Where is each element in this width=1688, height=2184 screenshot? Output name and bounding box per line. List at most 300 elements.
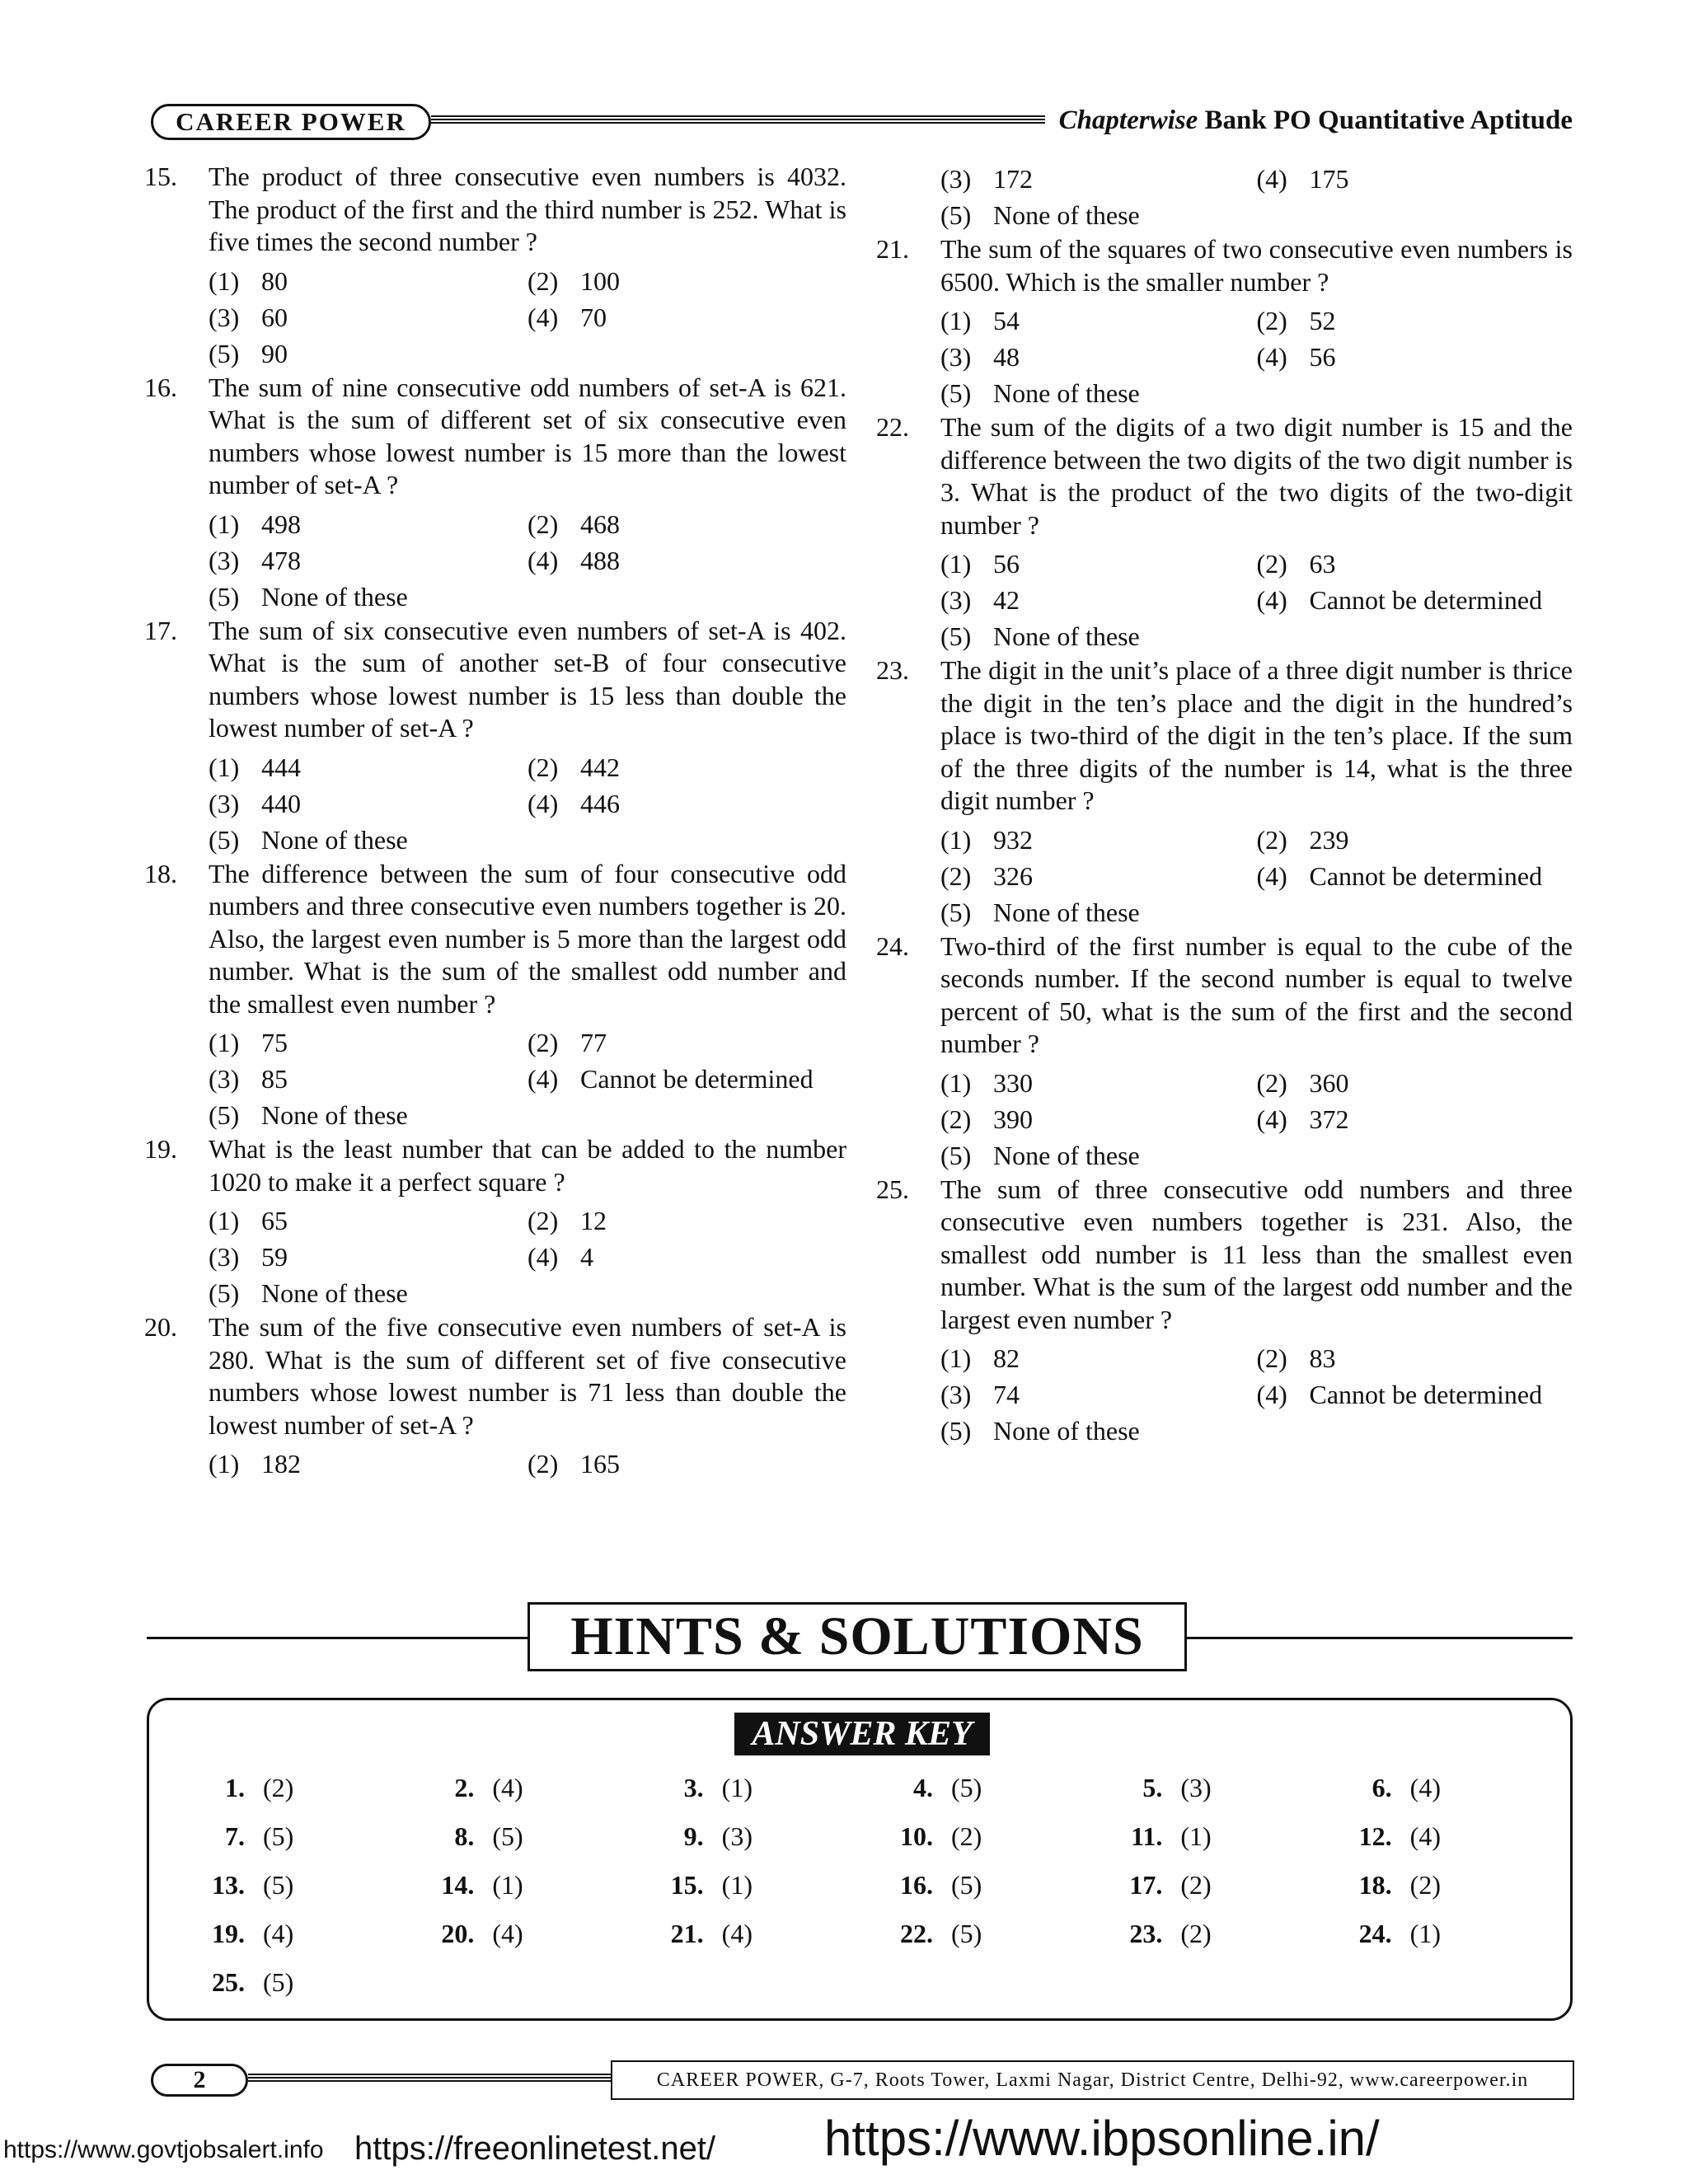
answer-key-item: [1312, 1764, 1541, 1812]
option-number: (2): [528, 1449, 559, 1479]
question-number: 17.: [144, 615, 177, 645]
answer-option: (2): [951, 1821, 982, 1851]
answer-question-number: 16.: [900, 1870, 933, 1900]
option-value: None of these: [993, 1140, 1140, 1170]
question-number: 16.: [144, 372, 177, 402]
option-number: (5): [940, 378, 972, 408]
option-number: (3): [940, 585, 972, 615]
option-value: 330: [993, 1067, 1033, 1098]
option-value: 56: [1309, 342, 1336, 372]
answer-option: (2): [263, 1773, 294, 1802]
answer-question-number: 12.: [1358, 1821, 1392, 1851]
answer-key-item: [1312, 1861, 1541, 1910]
option-number: (1): [940, 306, 972, 335]
answer-option: (4): [721, 1919, 753, 1948]
option-number: (3): [209, 1064, 240, 1094]
answer-option: (3): [721, 1821, 753, 1851]
option-number: (1): [209, 509, 240, 539]
option-value: 440: [261, 788, 301, 818]
answer-key-item: [853, 1861, 1082, 1910]
option-value: Cannot be determined: [1309, 585, 1543, 615]
answer-option: (5): [951, 1870, 982, 1900]
option-value: 70: [580, 302, 607, 332]
question-text: The product of three consecutive even numbers is 4032. The product of the first and the third number is 252. What is five times the second number ?: [209, 162, 846, 256]
option-value: 372: [1309, 1104, 1349, 1134]
answer-question-number: 9.: [683, 1821, 704, 1851]
option: [209, 263, 528, 299]
option: [528, 749, 846, 785]
option-number: (3): [209, 545, 240, 575]
option: [940, 582, 1257, 618]
option-number: (4): [528, 302, 559, 332]
option-number: (2): [1256, 549, 1287, 579]
answer-question-number: 24.: [1358, 1919, 1392, 1948]
option: [209, 335, 846, 372]
option-value: 60: [261, 302, 288, 332]
option: [1257, 339, 1573, 375]
option: [1257, 858, 1573, 894]
option-number: (2): [528, 509, 559, 539]
answer-question-number: 11.: [1131, 1821, 1163, 1851]
options: [209, 1202, 846, 1311]
question-text: The sum of six consecutive even numbers of set-A is 402. What is the sum of another set-B of four consecutive numbers whose lowest number is 15 less than double the lowest number of set-A ?: [209, 615, 846, 743]
option-value: 468: [580, 509, 620, 539]
option-number: (3): [940, 342, 972, 372]
options: [940, 302, 1573, 411]
option: [528, 1202, 846, 1239]
option-number: (4): [1256, 1104, 1287, 1134]
option-value: None of these: [993, 621, 1140, 651]
option-value: 83: [1309, 1343, 1336, 1373]
answer-question-number: 23.: [1129, 1919, 1163, 1948]
answer-option: (5): [951, 1773, 982, 1802]
answer-option: (2): [1180, 1870, 1212, 1900]
answer-key-item: [394, 1812, 623, 1861]
option-number: (5): [209, 338, 240, 368]
option-number: (1): [209, 265, 240, 296]
option: [528, 1061, 846, 1097]
option: [528, 542, 846, 579]
solutions-rule-left: [147, 1637, 530, 1639]
answer-option: (1): [492, 1870, 523, 1900]
option-value: 65: [261, 1206, 288, 1235]
watermark-url-govtjobsalert[interactable]: https://www.govtjobsalert.info: [3, 2136, 324, 2163]
answer-key-item: [394, 1910, 623, 1958]
option-number: (2): [528, 1206, 559, 1235]
option: [209, 1202, 528, 1239]
question-20: [144, 1311, 846, 1482]
option-value: 932: [993, 824, 1033, 855]
option-number: (4): [528, 545, 559, 575]
option: [528, 785, 846, 822]
option-number: (2): [528, 265, 559, 296]
option-number: (1): [209, 1449, 240, 1479]
option: [940, 339, 1257, 375]
answer-question-number: 8.: [454, 1821, 475, 1851]
option: [209, 1239, 528, 1275]
answer-key-item: [1082, 1910, 1311, 1958]
answer-key-item: [394, 1764, 623, 1812]
option-number: (4): [528, 1064, 559, 1094]
page-number: 2: [151, 2064, 248, 2097]
book-title: [1059, 105, 1573, 136]
footer-address: CAREER POWER, G-7, Roots Tower, Laxmi Nagar, District Centre, Delhi-92, www.careerpower.in: [611, 2060, 1574, 2100]
option-number: (3): [940, 1380, 972, 1409]
option-number: (4): [1256, 585, 1287, 615]
option: [528, 1024, 846, 1061]
option-number: (2): [1256, 824, 1287, 855]
answer-question-number: 25.: [212, 1967, 245, 1997]
watermark-url-ibpsonline[interactable]: https://www.ibpsonline.in/: [824, 2111, 1380, 2166]
option-number: (3): [940, 164, 972, 194]
answer-key-item: [394, 1861, 623, 1910]
option-number: (4): [1256, 342, 1287, 372]
left-question-column: [144, 161, 846, 1482]
option-number: (3): [209, 1242, 240, 1272]
option: [528, 1446, 846, 1482]
option: [528, 263, 846, 299]
option-value: 390: [993, 1104, 1033, 1134]
question-21: [876, 233, 1573, 411]
answer-key-item: [624, 1764, 853, 1812]
option: [940, 1413, 1573, 1449]
question-number: 19.: [144, 1134, 177, 1164]
options: [209, 506, 846, 615]
option: [209, 1024, 528, 1061]
answer-question-number: 2.: [454, 1773, 475, 1802]
answer-key-item: [624, 1910, 853, 1958]
answer-key-item: [1082, 1861, 1311, 1910]
answer-option: (5): [263, 1870, 294, 1900]
option-number: (3): [209, 302, 240, 332]
option-value: 42: [993, 585, 1020, 615]
option-number: (5): [940, 200, 972, 230]
option-value: Cannot be determined: [1309, 860, 1543, 891]
option-number: (2): [1256, 1067, 1287, 1098]
question-text: What is the least number that can be added to the number 1020 to make it a perfect square ?: [209, 1134, 846, 1197]
option-value: 175: [1309, 164, 1349, 194]
option-value: 74: [993, 1380, 1020, 1409]
solutions-heading: HINTS & SOLUTIONS: [528, 1602, 1187, 1671]
option-value: 444: [261, 752, 301, 782]
options: [940, 1340, 1573, 1449]
option: [1257, 302, 1573, 339]
option-number: (5): [940, 897, 972, 927]
option-value: 59: [261, 1242, 288, 1272]
option: [1257, 1065, 1573, 1101]
question-number: 24.: [876, 930, 909, 961]
option: [940, 618, 1573, 654]
question-text: The sum of the digits of a two digit number is 15 and the difference between the two digits of the two digit number is 3. What is the product of the two digits of the two-digit number ?: [940, 412, 1573, 540]
right-question-column: [876, 161, 1573, 1449]
option-value: Cannot be determined: [580, 1064, 814, 1094]
option: [940, 858, 1257, 894]
question-text: The difference between the sum of four consecutive odd numbers and three consecutive even numbers together is 20. Also, the largest even number is 5 more than the largest odd number. What is the sum of the smallest odd number and the smallest even number ?: [209, 858, 846, 1019]
option: [209, 579, 846, 615]
option: [1257, 1376, 1573, 1413]
option-number: (4): [528, 788, 559, 818]
answer-key-item: [165, 1812, 394, 1861]
option: [1257, 161, 1573, 197]
option: [209, 1275, 846, 1311]
answer-option: (2): [1180, 1919, 1212, 1948]
answer-key-item: [624, 1861, 853, 1910]
question-23: [876, 654, 1573, 930]
answer-option: (4): [263, 1919, 294, 1948]
option-value: 239: [1309, 824, 1349, 855]
answer-key-item: [165, 1958, 394, 2007]
answer-key-item: [165, 1910, 394, 1958]
option: [1257, 1101, 1573, 1137]
question-18: [144, 858, 846, 1134]
option: [209, 822, 846, 858]
answer-key-item: [853, 1812, 1082, 1861]
book-title-italic: Chapterwise: [1058, 105, 1198, 135]
option-value: 63: [1309, 549, 1336, 579]
answer-option: (4): [1409, 1773, 1441, 1802]
option-value: 100: [580, 265, 620, 296]
answer-question-number: 6.: [1372, 1773, 1392, 1802]
question-text: Two-third of the first number is equal to the cube of the seconds number. If the second number is equal to twelve percent of 50, what is the sum of the first and the second number ?: [940, 930, 1573, 1058]
answer-question-number: 3.: [683, 1773, 704, 1802]
watermark-url-freeonlinetest[interactable]: https://freeonlinetest.net/: [354, 2130, 716, 2167]
option: [940, 1101, 1257, 1137]
option-number: (5): [209, 1100, 240, 1130]
question-text: The sum of nine consecutive odd numbers of set-A is 621. What is the sum of different set of six consecutive even numbers whose lowest number is 15 more than the lowest number of set-A ?: [209, 372, 846, 499]
footer-rule: [248, 2074, 611, 2082]
answer-option: (5): [492, 1821, 523, 1851]
answer-question-number: 18.: [1358, 1870, 1392, 1900]
option-value: 77: [580, 1028, 607, 1057]
question-text: The sum of the squares of two consecutive even numbers is 6500. Which is the smaller number ?: [940, 234, 1573, 297]
options: [940, 1065, 1573, 1174]
option-value: None of these: [993, 200, 1140, 230]
option: [940, 1137, 1573, 1174]
option-value: 90: [261, 338, 288, 368]
option-value: 82: [993, 1343, 1020, 1373]
option-value: 52: [1309, 306, 1336, 335]
question-25: [876, 1174, 1573, 1450]
option: [940, 161, 1257, 197]
option: [1257, 822, 1573, 858]
question-number: 23.: [876, 655, 909, 685]
answer-key-title: ANSWER KEY: [734, 1713, 990, 1755]
question-17: [144, 615, 846, 858]
option: [940, 894, 1573, 930]
option-value: 442: [580, 752, 620, 782]
option: [940, 197, 1573, 233]
question-number: 22.: [876, 412, 909, 442]
option-value: None of these: [993, 897, 1140, 927]
question-number: 25.: [876, 1174, 909, 1204]
option: [209, 299, 528, 335]
answer-key-item: [1082, 1764, 1311, 1812]
answer-question-number: 5.: [1142, 1773, 1163, 1802]
option-value: 85: [261, 1064, 288, 1094]
answer-question-number: 10.: [900, 1821, 933, 1851]
option-value: 56: [993, 549, 1020, 579]
option-value: 498: [261, 509, 301, 539]
option: [528, 299, 846, 335]
answer-option: (4): [1409, 1821, 1441, 1851]
option-value: None of these: [261, 1278, 408, 1308]
option: [528, 506, 846, 542]
solutions-rule-right: [1187, 1637, 1573, 1639]
option-value: 75: [261, 1028, 288, 1057]
question-text: The sum of three consecutive odd numbers and three consecutive even numbers together is 231. Also, the smallest odd number is 11 less than the smallest even number. What is the sum of the largest odd number and the largest even number ?: [940, 1174, 1573, 1334]
answer-option: (3): [1180, 1773, 1212, 1802]
option: [209, 506, 528, 542]
option: [209, 1097, 846, 1133]
answer-option: (1): [1180, 1821, 1212, 1851]
answer-key-item: [1082, 1812, 1311, 1861]
option-value: 12: [580, 1206, 607, 1235]
option-number: (5): [940, 621, 972, 651]
question-text: The digit in the unit’s place of a three digit number is thrice the digit in the ten’s place and the digit in the hundred’s place is two-third of the digit in the ten’s place. If the sum of the three digits of the number is 14, what is the three digit number ?: [940, 655, 1573, 815]
answer-option: (1): [721, 1870, 753, 1900]
option-value: 326: [993, 860, 1033, 891]
answer-question-number: 19.: [212, 1919, 245, 1948]
option-number: (5): [940, 1140, 972, 1170]
option-number: (5): [209, 824, 240, 855]
option: [209, 785, 528, 822]
question-15: [144, 161, 846, 372]
answer-question-number: 1.: [225, 1773, 245, 1802]
option-number: (1): [940, 824, 972, 855]
answer-key-item: [853, 1764, 1082, 1812]
answer-option: (4): [492, 1919, 523, 1948]
option-value: 54: [993, 306, 1020, 335]
option: [940, 546, 1257, 582]
answer-option: (1): [1409, 1919, 1441, 1948]
options: [209, 1024, 846, 1133]
option: [209, 1446, 528, 1482]
option-number: (2): [528, 1028, 559, 1057]
option-number: (1): [209, 752, 240, 782]
option-number: (1): [940, 1067, 972, 1098]
right-question-list: [876, 233, 1573, 1449]
header-rule: [431, 115, 1045, 124]
options: [209, 749, 846, 858]
answer-question-number: 20.: [441, 1919, 475, 1948]
options: [209, 263, 846, 372]
answer-option: (1): [721, 1773, 753, 1802]
answer-key-item: [165, 1861, 394, 1910]
option-value: None of these: [261, 581, 408, 612]
option-number: (1): [940, 549, 972, 579]
option-value: 478: [261, 545, 301, 575]
option-value: None of these: [993, 378, 1140, 408]
option-value: 165: [580, 1449, 620, 1479]
question-text: The sum of the five consecutive even numbers of set-A is 280. What is the sum of different set of five consecutive numbers whose lowest number is 71 less than double the lowest number of set-A ?: [209, 1312, 846, 1440]
option-value: 360: [1309, 1067, 1349, 1098]
answer-key-item: [853, 1910, 1082, 1958]
option-number: (2): [1256, 306, 1287, 335]
option: [209, 1061, 528, 1097]
answer-question-number: 15.: [670, 1870, 704, 1900]
option-number: (3): [209, 788, 240, 818]
question-number: 15.: [144, 162, 177, 191]
option: [1257, 582, 1573, 618]
answer-question-number: 14.: [441, 1870, 475, 1900]
option-value: Cannot be determined: [1309, 1380, 1543, 1409]
option-number: (2): [940, 860, 972, 891]
answer-question-number: 7.: [225, 1821, 245, 1851]
option-number: (5): [940, 1416, 972, 1446]
option: [209, 542, 528, 579]
question-24: [876, 930, 1573, 1174]
option-number: (2): [940, 1104, 972, 1134]
option-value: 4: [580, 1242, 593, 1272]
option: [1257, 1340, 1573, 1376]
option-value: 488: [580, 545, 620, 575]
answer-option: (5): [263, 1967, 294, 1997]
answer-key-item: [624, 1812, 853, 1861]
question-number: 18.: [144, 858, 177, 888]
option: [940, 822, 1257, 858]
options: [940, 822, 1573, 930]
option-number: (5): [209, 1278, 240, 1308]
answer-key-item: [165, 1764, 394, 1812]
answer-question-number: 21.: [670, 1919, 704, 1948]
answer-key-grid: [165, 1764, 1541, 2007]
option: [940, 375, 1573, 411]
option: [209, 749, 528, 785]
option-number: (1): [209, 1206, 240, 1235]
option-number: (2): [528, 752, 559, 782]
question-16: [144, 372, 846, 615]
question-22: [876, 411, 1573, 654]
question-number: 21.: [876, 234, 909, 264]
answer-question-number: 13.: [212, 1870, 245, 1900]
answer-question-number: 4.: [913, 1773, 933, 1802]
answer-question-number: 17.: [1129, 1870, 1163, 1900]
option-value: 48: [993, 342, 1020, 372]
answer-key-item: [1312, 1812, 1541, 1861]
options: [209, 1446, 846, 1482]
answer-option: (4): [492, 1773, 523, 1802]
option-number: (4): [528, 1242, 559, 1272]
option-value: 446: [580, 788, 620, 818]
option-value: None of these: [261, 1100, 408, 1130]
option-value: None of these: [993, 1416, 1140, 1446]
option: [940, 1376, 1257, 1413]
option-number: (2): [1256, 1343, 1287, 1373]
option-number: (4): [1256, 860, 1287, 891]
brand-badge: CAREER POWER: [151, 104, 431, 140]
option-number: (1): [940, 1343, 972, 1373]
option: [528, 1239, 846, 1275]
option-value: None of these: [261, 824, 408, 855]
option-value: 172: [993, 164, 1033, 194]
option-number: (1): [209, 1028, 240, 1057]
answer-key-item: [1312, 1910, 1541, 1958]
question-number: 20.: [144, 1312, 177, 1342]
option-number: (4): [1256, 1380, 1287, 1409]
question-19: [144, 1133, 846, 1311]
option: [940, 1065, 1257, 1101]
option: [940, 1340, 1257, 1376]
option: [1257, 546, 1573, 582]
book-title-rest: Bank PO Quantitative Aptitude: [1198, 105, 1573, 135]
option-number: (4): [1256, 164, 1287, 194]
answer-option: (2): [1409, 1870, 1441, 1900]
option-value: 80: [261, 265, 288, 296]
q20-continued-options: [876, 161, 1573, 233]
option-value: 182: [261, 1449, 301, 1479]
answer-option: (5): [263, 1821, 294, 1851]
option: [940, 302, 1257, 339]
